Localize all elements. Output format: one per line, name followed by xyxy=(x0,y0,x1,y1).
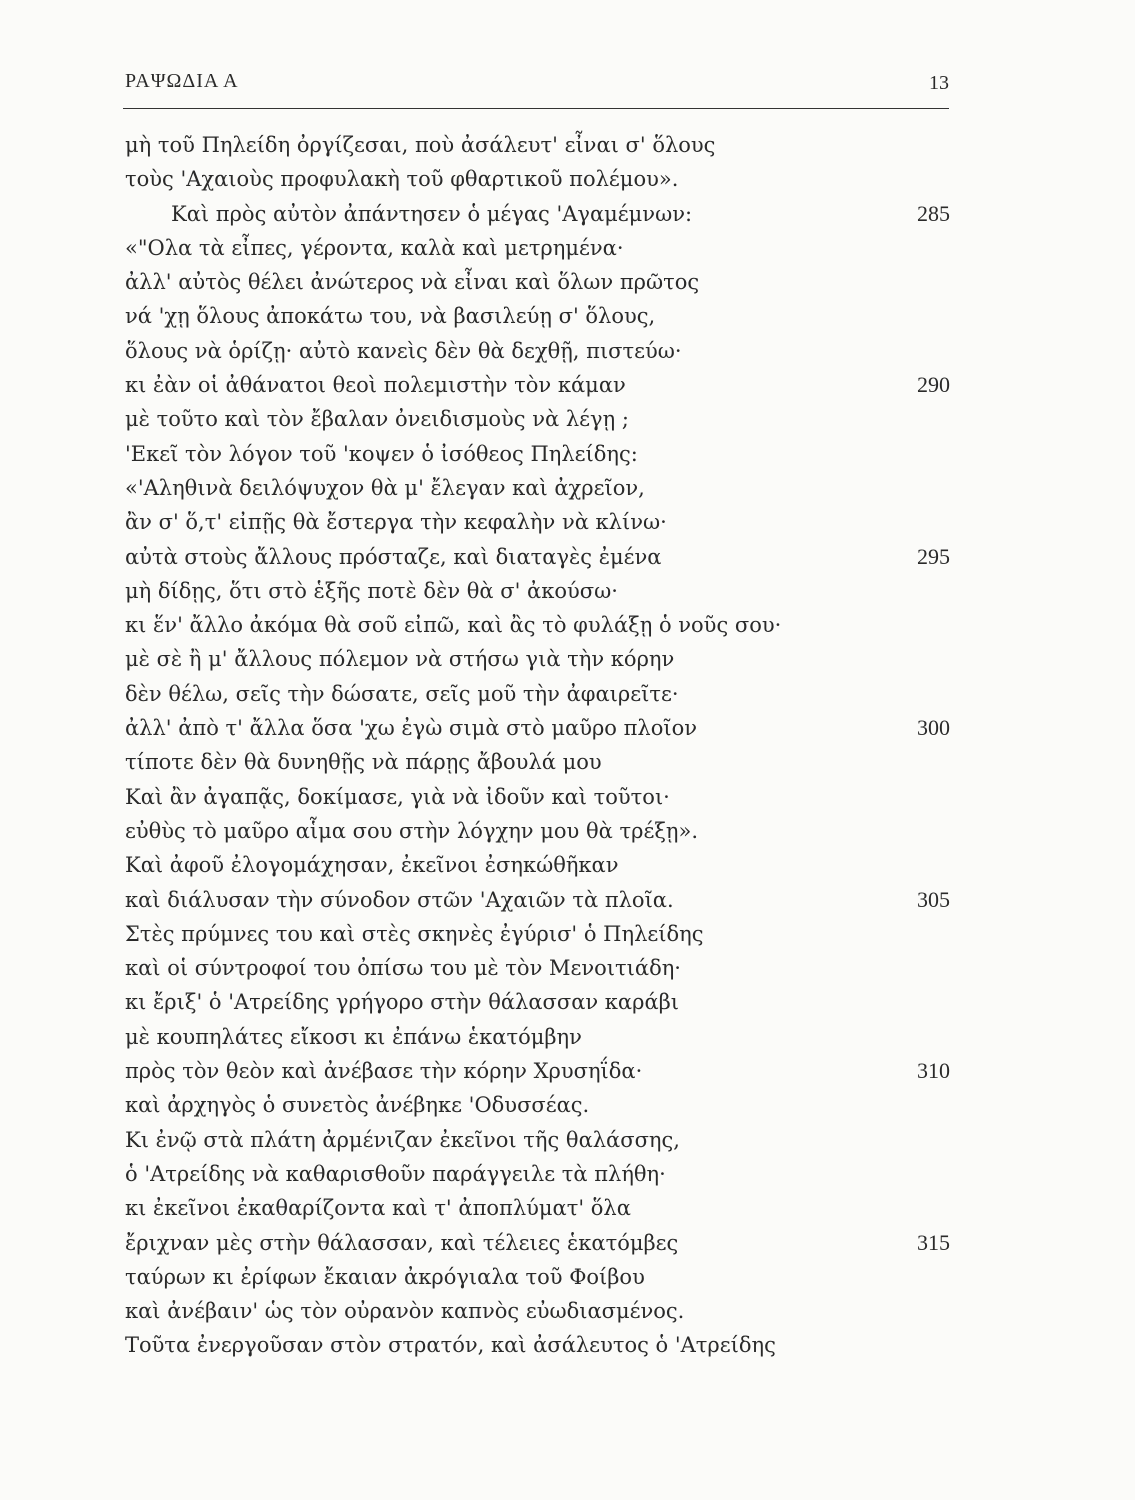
verse-line xyxy=(125,265,950,299)
verse-text: καὶ οἱ σύντροφοί του ὀπίσω του μὲ τὸν Μενοιτιάδη· xyxy=(125,956,681,981)
verse-line xyxy=(125,334,950,368)
verse-line xyxy=(125,985,950,1019)
verse-text: ἔριχναν μὲς στὴν θάλασσαν, καὶ τέλειες ἑκατόμβες xyxy=(125,1230,679,1255)
line-number: 310 xyxy=(917,1058,950,1084)
verse-text: ἀλλ' ἀπὸ τ' ἄλλα ὅσα 'χω ἐγὼ σιμὰ στὸ μαῦρο πλοῖον xyxy=(125,716,698,741)
verse-line xyxy=(125,471,950,505)
verse-line xyxy=(125,608,950,642)
verse-text: Στὲς πρύμνες του καὶ στὲς σκηνὲς ἐγύρισ' ὁ Πηλείδης xyxy=(125,921,704,946)
verse-line xyxy=(125,1088,950,1122)
verse-line xyxy=(125,1157,950,1191)
verse-line xyxy=(125,711,950,745)
verse-line xyxy=(125,677,950,711)
verse-text: τοὺς 'Αχαιοὺς προφυλακὴ τοῦ φθαρτικοῦ πολέμου». xyxy=(125,167,679,192)
verse-line xyxy=(125,848,950,882)
verse-text: νά 'χῃ ὅλους ἀποκάτω του, νὰ βασιλεύῃ σ' ὅλους, xyxy=(125,304,656,329)
verse-text: τίποτε δὲν θὰ δυνηθῇς νὰ πάρῃς ἄβουλά μου xyxy=(125,750,602,775)
line-number: 305 xyxy=(917,886,950,912)
verse-line xyxy=(125,1191,950,1225)
verse-line xyxy=(125,437,950,471)
verse-text: εὐθὺς τὸ μαῦρο αἷμα σου στὴν λόγχην μου θὰ τρέξῃ». xyxy=(125,818,698,843)
line-number: 300 xyxy=(917,715,950,741)
verse-text: κι ἕν' ἄλλο ἀκόμα θὰ σοῦ εἰπῶ, καὶ ἂς τὸ φυλάξῃ ὁ νοῦς σου· xyxy=(125,613,782,638)
verse-text: καὶ ἀνέβαιν' ὡς τὸν οὐρανὸν καπνὸς εὐωδιασμένος. xyxy=(125,1299,685,1324)
verse-line xyxy=(125,1294,950,1328)
verse-text: καὶ ἀρχηγὸς ὁ συνετὸς ἀνέβηκε 'Οδυσσέας. xyxy=(125,1093,590,1118)
verse-line xyxy=(125,745,950,779)
verse-block xyxy=(125,128,950,1363)
verse-line xyxy=(125,780,950,814)
verse-line xyxy=(125,1123,950,1157)
verse-line xyxy=(125,197,950,231)
verse-line xyxy=(125,505,950,539)
verse-line xyxy=(125,951,950,985)
verse-text: Καὶ ἂν ἀγαπᾷς, δοκίμασε, γιὰ νὰ ἰδοῦν καὶ τοῦτοι· xyxy=(125,784,670,809)
line-number: 285 xyxy=(917,200,950,226)
verse-line xyxy=(125,883,950,917)
verse-line xyxy=(125,814,950,848)
verse-line xyxy=(125,1020,950,1054)
verse-line xyxy=(125,128,950,162)
verse-text: 'Εκεῖ τὸν λόγον τοῦ 'κοψεν ὁ ἰσόθεος Πηλείδης: xyxy=(125,441,638,466)
verse-text: κι ἔριξ' ὁ 'Ατρείδης γρήγορο στὴν θάλασσαν καράβι xyxy=(125,990,680,1015)
verse-text: ὅλους νὰ ὁρίζῃ· αὐτὸ κανεὶς δὲν θὰ δεχθῇ, πιστεύω· xyxy=(125,338,682,363)
page-number: 13 xyxy=(929,72,949,94)
verse-text: Κι ἐνῷ στὰ πλάτη ἀρμένιζαν ἐκεῖνοι τῆς θαλάσσης, xyxy=(125,1127,680,1152)
header-rule xyxy=(123,108,949,109)
verse-line xyxy=(125,574,950,608)
line-number: 315 xyxy=(917,1229,950,1255)
verse-text: ἂν σ' ὅ,τ' εἰπῇς θὰ ἔστεργα τὴν κεφαλὴν νὰ κλίνω· xyxy=(125,510,667,535)
verse-text: ἀλλ' αὐτὸς θέλει ἀνώτερος νὰ εἶναι καὶ ὅλων πρῶτος xyxy=(125,270,700,295)
line-number: 295 xyxy=(917,543,950,569)
verse-text: δὲν θέλω, σεῖς τὴν δώσατε, σεῖς μοῦ τὴν ἀφαιρεῖτε· xyxy=(125,681,679,706)
verse-line xyxy=(125,540,950,574)
verse-text: «'Αληθινὰ δειλόψυχον θὰ μ' ἔλεγαν καὶ ἀχρεῖον, xyxy=(125,475,645,500)
verse-line xyxy=(125,1054,950,1088)
verse-line xyxy=(125,642,950,676)
verse-text: κι ἐκεῖνοι ἐκαθαρίζοντα καὶ τ' ἀποπλύματ' ὅλα xyxy=(125,1196,631,1221)
verse-text: καὶ διάλυσαν τὴν σύνοδον στῶν 'Αχαιῶν τὰ πλοῖα. xyxy=(125,887,674,912)
running-head: ΡΑΨΩΔΙΑ Α xyxy=(125,70,239,92)
verse-text: μὴ δίδῃς, ὅτι στὸ ἑξῆς ποτὲ δὲν θὰ σ' ἀκούσω· xyxy=(125,578,618,603)
verse-text: μὲ κουπηλάτες εἴκοσι κι ἐπάνω ἑκατόμβην xyxy=(125,1024,582,1049)
verse-text: «"Ολα τὰ εἶπες, γέροντα, καλὰ καὶ μετρημένα· xyxy=(125,235,624,260)
verse-text: μὲ τοῦτο καὶ τὸν ἔβαλαν ὀνειδισμοὺς νὰ λέγῃ ; xyxy=(125,407,629,432)
verse-text: Καὶ ἀφοῦ ἐλογομάχησαν, ἐκεῖνοι ἐσηκώθῆκαν xyxy=(125,853,619,878)
verse-text: Καὶ πρὸς αὐτὸν ἀπάντησεν ὁ μέγας 'Αγαμέμνων: xyxy=(171,201,693,226)
verse-line xyxy=(125,299,950,333)
verse-text: πρὸς τὸν θεὸν καὶ ἀνέβασε τὴν κόρην Χρυσηΐδα· xyxy=(125,1059,643,1084)
verse-text: ταύρων κι ἐρίφων ἔκαιαν ἀκρόγιαλα τοῦ Φοίβου xyxy=(125,1264,645,1289)
verse-line xyxy=(125,231,950,265)
verse-line xyxy=(125,1260,950,1294)
verse-line xyxy=(125,162,950,196)
verse-text: μὴ τοῦ Πηλείδη ὀργίζεσαι, ποὺ ἀσάλευτ' εἶναι σ' ὅλους xyxy=(125,133,716,157)
verse-line xyxy=(125,368,950,402)
verse-line xyxy=(125,402,950,436)
verse-line xyxy=(125,1328,950,1362)
verse-text: μὲ σὲ ἢ μ' ἄλλους πόλεμον νὰ στήσω γιὰ τὴν κόρην xyxy=(125,647,675,672)
line-number: 290 xyxy=(917,372,950,398)
verse-text: Τοῦτα ἐνεργοῦσαν στὸν στρατόν, καὶ ἀσάλευτος ὁ 'Ατρείδης xyxy=(125,1333,776,1358)
verse-line xyxy=(125,917,950,951)
verse-line xyxy=(125,1226,950,1260)
verse-text: ὁ 'Ατρείδης νὰ καθαρισθοῦν παράγγειλε τὰ πλήθη· xyxy=(125,1161,666,1186)
verse-text: κι ἐὰν οἱ ἀθάνατοι θεοὶ πολεμιστὴν τὸν κάμαν xyxy=(125,373,626,398)
verse-text: αὐτὰ στοὺς ἄλλους πρόσταζε, καὶ διαταγὲς ἐμένα xyxy=(125,544,662,569)
